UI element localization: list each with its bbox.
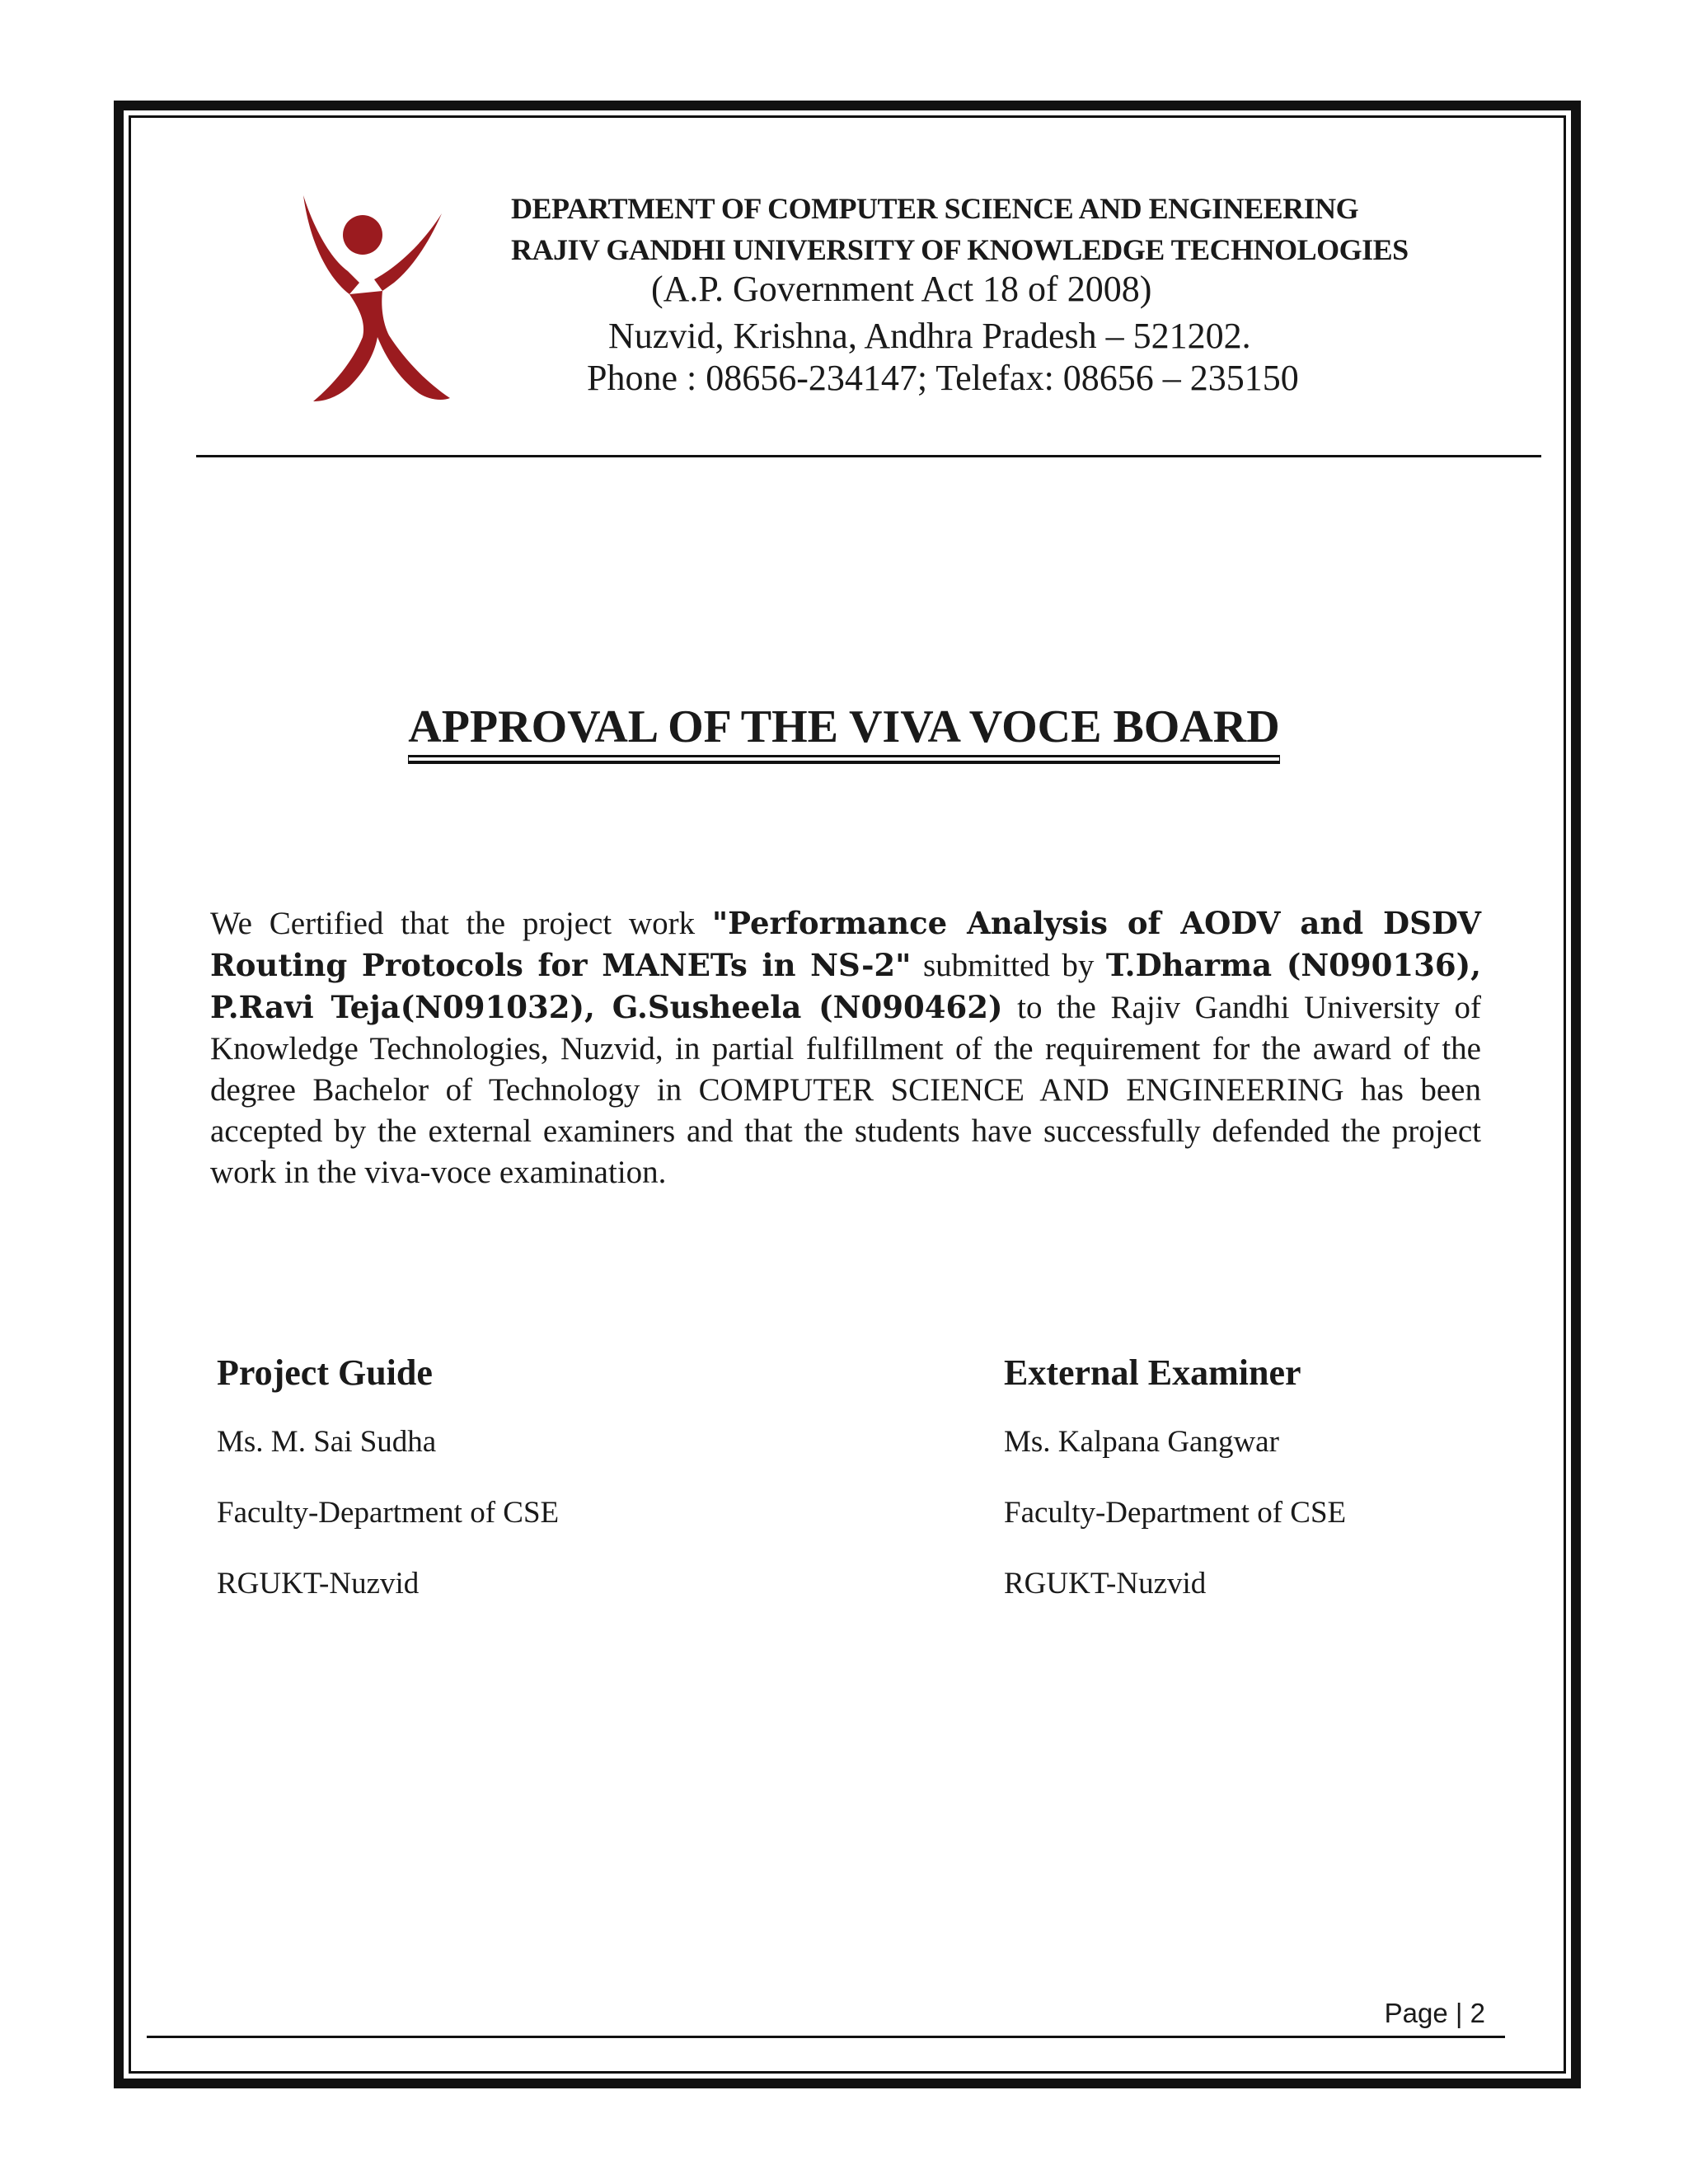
external-examiner-name: Ms. Kalpana Gangwar [1004, 1425, 1279, 1459]
external-examiner-heading: External Examiner [1004, 1352, 1301, 1393]
project-guide-block [217, 1352, 794, 1614]
university-phone: Phone : 08656-234147; Telefax: 08656 – 235150 [587, 358, 1299, 398]
external-examiner-block [1004, 1352, 1581, 1614]
header-divider [196, 455, 1541, 457]
university-address: Nuzvid, Krishna, Andhra Pradesh – 521202. [608, 316, 1251, 356]
project-guide-place: RGUKT-Nuzvid [217, 1567, 420, 1601]
footer-divider [147, 2036, 1505, 2038]
page-number: Page | 2 [1384, 1998, 1485, 2028]
external-examiner-place: RGUKT-Nuzvid [1004, 1567, 1207, 1601]
university-name: RAJIV GANDHI UNIVERSITY OF KNOWLEDGE TECHNOLOGIES [511, 233, 1409, 266]
university-logo-icon [280, 185, 462, 416]
page-title: APPROVAL OF THE VIVA VOCE BOARD [0, 701, 1688, 757]
project-guide-name: Ms. M. Sai Sudha [217, 1425, 437, 1459]
student-names: T.Dharma (N090136), P.Ravi Teja(N091032), G.Susheela (N090462) [210, 947, 1482, 1025]
certification-paragraph: We Certified that the project work "Performance Analysis of AODV and DSDV Routing Protocols for MANETs in NS-2" submitted by T.Dharma (N090136), P.Ravi Teja(N091032), G.Susheela (N090462) to the Rajiv Gandhi University of Knowledge Technologies, Nuzvid, in partial fulfillment of the requirement for the award of the degree Bachelor of Technology in COMPUTER SCIENCE AND ENGINEERING has been accepted by the external examiners and that the students have successfully defended the project work in the viva-voce examination. [210, 905, 1482, 1190]
project-title: "Performance Analysis of AODV and DSDV Routing Protocols for MANETs in NS-2" [210, 905, 1481, 983]
project-guide-department: Faculty-Department of CSE [217, 1496, 560, 1530]
external-examiner-department: Faculty-Department of CSE [1004, 1496, 1347, 1530]
project-guide-heading: Project Guide [217, 1352, 433, 1393]
department-name: DEPARTMENT OF COMPUTER SCIENCE AND ENGINEERING [511, 192, 1359, 225]
government-act: (A.P. Government Act 18 of 2008) [651, 269, 1152, 309]
